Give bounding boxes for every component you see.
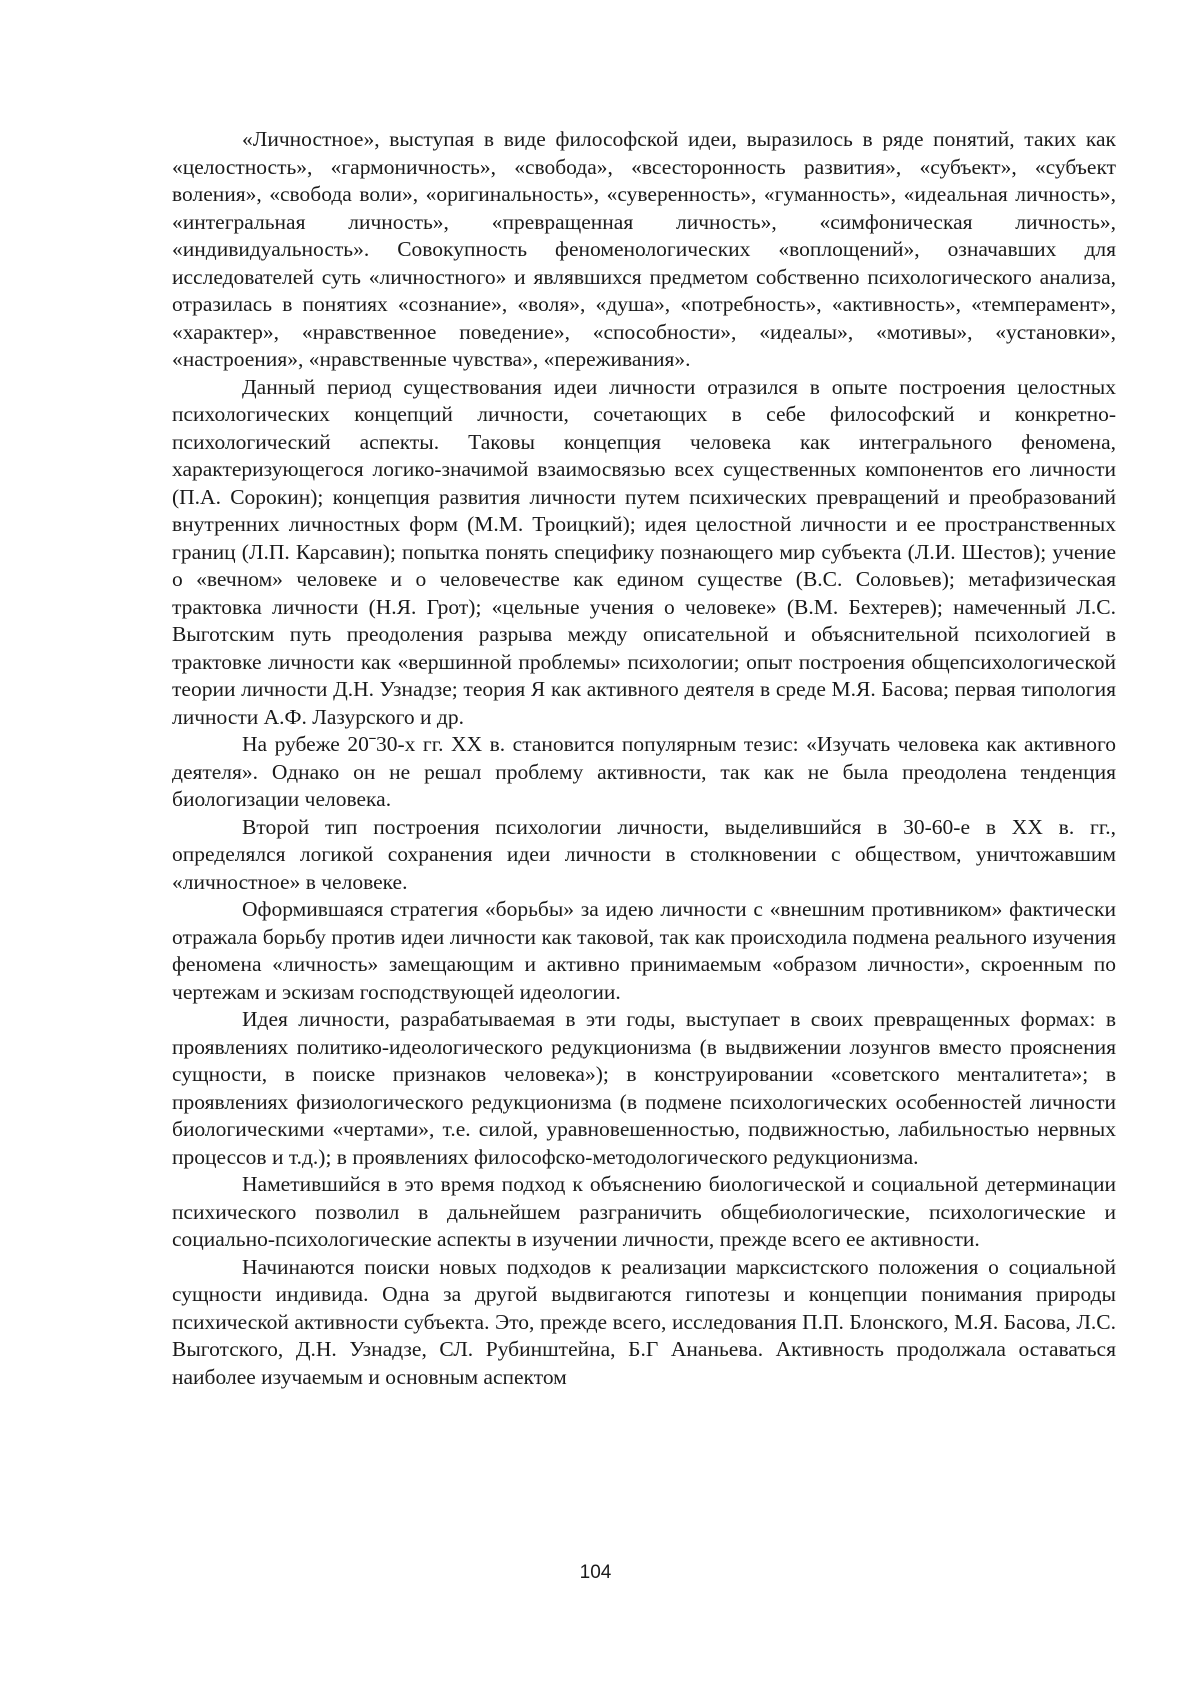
paragraph-1: «Личностное», выступая в виде философской идеи, выразилось в ряде понятий, таких как «целостность», «гармоничность», «свобода», «всесторонность развития», «субъект», «субъект воления», «свобода воли», «оригинальность», «суверенность», «гуманность», «идеальная личность», «интегральная личность», «превращенная личность», «симфоническая личность», «индивидуальность». Совокупность феноменологических «воплощений», означавших для исследователей суть «личностного» и являвшихся предметом собственно психологического анализа, отразилась в понятиях «сознание», «воля», «душа», «потребность», «активность», «темперамент», «характер», «нравственное поведение», «способности», «идеалы», «мотивы», «установки», «настроения», «нравственные чувства», «переживания». [172,127,1116,371]
page-number: 104 [579,1562,612,1583]
paragraph-3: На рубеже 20ˉ30-х гг. XX в. становится популярным тезис: «Изучать человека как активного деятеля». Однако он не решал проблему активности, так как не была преодолена тенденция биологизации человека. [172,732,1116,811]
paragraph-5: Оформившаяся стратегия «борьбы» за идею личности с «внешним противником» фактически отражала борьбу против идеи личности как таковой, так как происходила подмена реального изучения феномена «личность» замещающим и активно принимаемым «образом личности», скроенным по чертежам и эскизам господствующей идеологии. [172,897,1116,1004]
paragraph-7: Наметившийся в это время подход к объяснению биологической и социальной детерминации психического позволил в дальнейшем разграничить общебиологические, психологические и социально-психологические аспекты в изучении личности, прежде всего ее активности. [172,1172,1116,1251]
paragraph-6: Идея личности, разрабатываемая в эти годы, выступает в своих превращенных формах: в проявлениях политико-идеологического редукционизма (в выдвижении лозунгов вместо прояснения сущности, в поиске признаков человека»); в конструировании «советского менталитета»; в проявлениях физиологического редукционизма (в подмене психологических особенностей личности биологическими «чертами», т.е. силой, уравновешенностью, подвижностью, лабильностью нервных процессов и т.д.); в проявлениях философско-методологического редукционизма. [172,1007,1116,1169]
paragraph-2: Данный период существования идеи личности отразился в опыте построения целостных психологических концепций личности, сочетающих в себе философский и конкретно-психологический аспекты. Таковы концепция человека как интегрального феномена, характеризующегося логико-значимой взаимосвязью всех существенных компонентов его личности (П.А. Сорокин); концепция развития личности путем психических превращений и преобразований внутренних личностных форм (М.М. Троицкий); идея целостной личности и ее пространственных границ (Л.П. Карсавин); попытка понять специфику познающего мир субъекта (Л.И. Шестов); учение о «вечном» человеке и о человечестве как едином существе (В.С. Соловьев); метафизическая трактовка личности (Н.Я. Грот); «цельные учения о человеке» (В.М. Бехтерев); намеченный Л.С. Выготским путь преодоления разрыва между описательной и объяснительной психологией в трактовке личности как «вершинной проблемы» психологии; опыт построения общепсихологической теории личности Д.Н. Узнадзе; теория Я как активного деятеля в среде М.Я. Басова; первая типология личности А.Ф. Лазурского и др. [172,374,1116,729]
body-text [172,126,1116,1391]
paragraph-4: Второй тип построения психологии личности, выделившийся в 30-60-е в XX в. гг., определялся логикой сохранения идеи личности в столкновении с обществом, уничтожавшим «личностное» в человеке. [172,814,1116,894]
paragraph-8: Начинаются поиски новых подходов к реализации марксистского положения о социальной сущности индивида. Одна за другой выдвигаются гипотезы и концепции понимания природы психической активности субъекта. Это, прежде всего, исследования П.П. Блонского, М.Я. Басова, Л.С. Выготского, Д.Н. Узнадзе, СЛ. Рубинштейна, Б.Г Ананьева. Активность продолжала оставаться наиболее изучаемым и основным аспектом [172,1254,1116,1389]
